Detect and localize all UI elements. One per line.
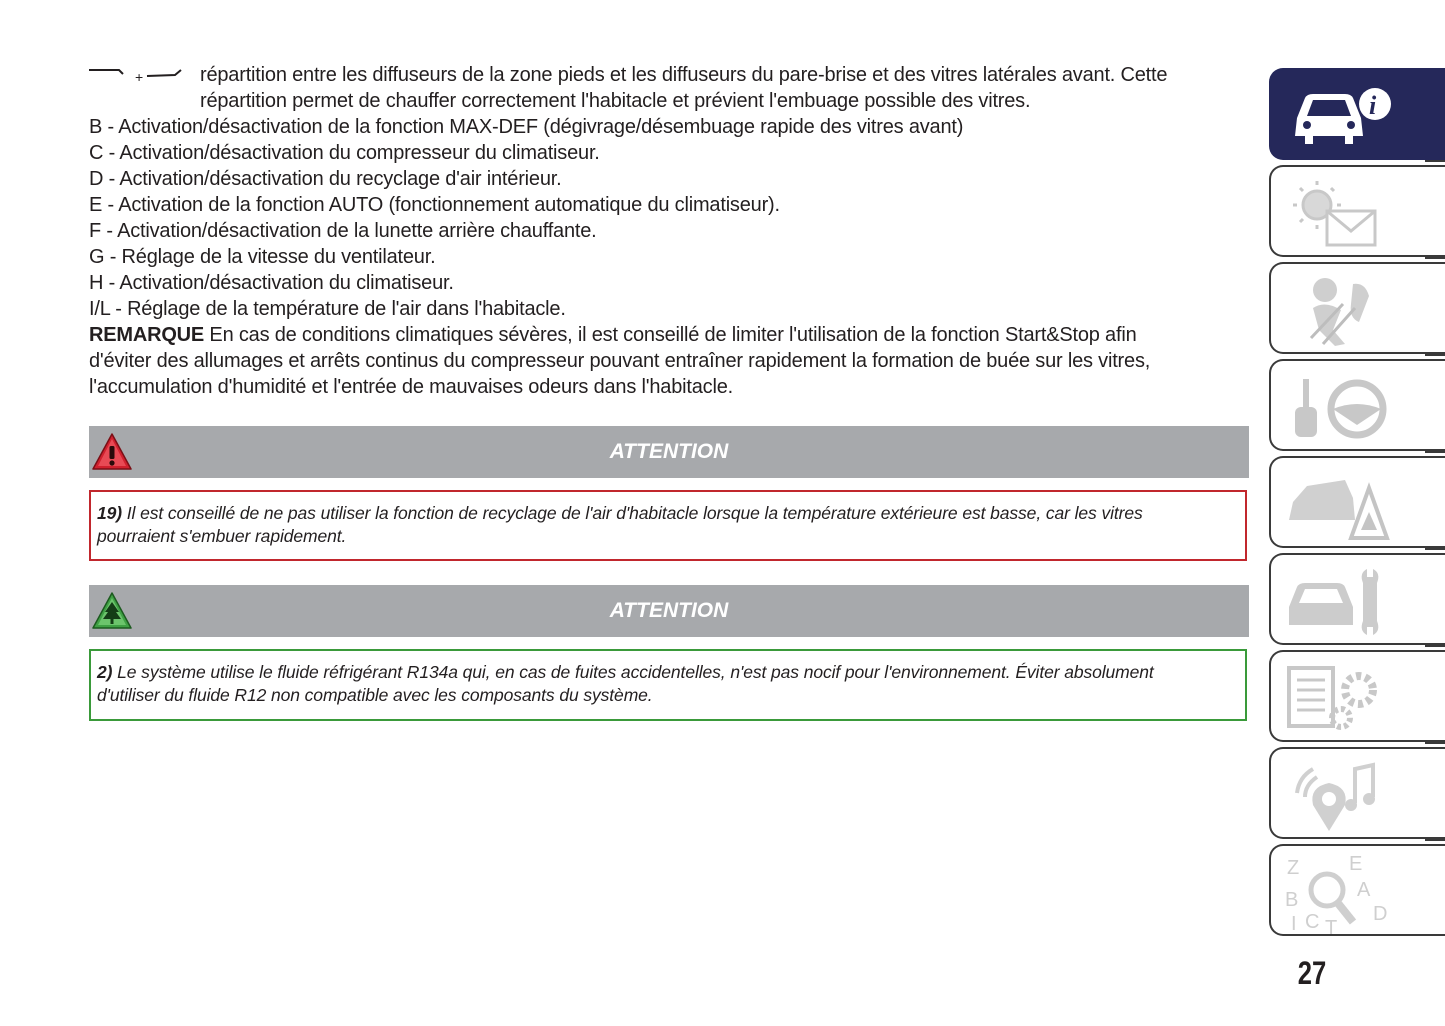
- attention-title: ATTENTION: [609, 599, 729, 622]
- svg-text:D: D: [1373, 903, 1388, 925]
- list-item-h: H - Activation/désactivation du climatiseur.: [89, 272, 454, 294]
- tab-specifications[interactable]: [1269, 650, 1445, 742]
- attention-title: ATTENTION: [609, 440, 729, 463]
- intro-line-2: répartition permet de chauffer correctement l'habitacle et prévient l'embuage possible des vitres.: [200, 90, 1031, 112]
- car-info-icon: [1283, 74, 1403, 158]
- warning-text-line-2: d'utiliser du fluide R12 non compatible avec les composants du système.: [97, 685, 653, 705]
- warning-text-line-2: pourraient s'embuer rapidement.: [97, 526, 347, 546]
- list-item-d: D - Activation/désactivation du recyclage d'air intérieur.: [89, 168, 562, 190]
- attention-header-environment: [89, 585, 1249, 637]
- warning-light-message-icon: [1283, 171, 1403, 255]
- tab-index[interactable]: [1269, 844, 1445, 936]
- remark-label: REMARQUE: [89, 324, 205, 346]
- svg-text:I: I: [1291, 913, 1297, 934]
- remark-line-1: En cas de conditions climatiques sévères, il est conseillé de limiter l'utilisation de la fonction Start&Stop afin: [204, 324, 1137, 346]
- warning-number: 19): [97, 503, 122, 523]
- specifications-gears-icon: [1283, 656, 1403, 740]
- alphabetical-index-search-icon: [1283, 850, 1403, 934]
- tab-starting-driving[interactable]: [1269, 359, 1445, 451]
- tab-multimedia[interactable]: [1269, 747, 1445, 839]
- list-item-b: B - Activation/désactivation de la fonction MAX-DEF (dégivrage/désembuage rapide des vitres avant): [89, 116, 964, 138]
- remark-line-2: d'éviter des allumages et arrêts continus du compresseur pouvant entraîner rapidement la formation de buée sur les vitres,: [89, 350, 1151, 372]
- svg-text:B: B: [1285, 889, 1299, 911]
- key-steering-wheel-icon: [1283, 365, 1403, 449]
- page-number: 27: [1297, 955, 1327, 991]
- intro-line-1: répartition entre les diffuseurs de la zone pieds et les diffuseurs du pare-brise et des vitres latérales avant. Cette: [200, 64, 1168, 86]
- list-item-il: I/L - Réglage de la température de l'air dans l'habitacle.: [89, 298, 566, 320]
- air-distribution-symbol-icon: [89, 64, 185, 86]
- remark-paragraph: [89, 322, 1249, 400]
- tab-warning-lights[interactable]: [1269, 165, 1445, 257]
- tab-safety[interactable]: [1269, 262, 1445, 354]
- car-maintenance-wrench-icon: [1283, 559, 1403, 643]
- tab-emergency[interactable]: [1269, 456, 1445, 548]
- main-content: [89, 62, 1249, 400]
- warning-text-line-1: Il est conseillé de ne pas utiliser la fonction de recyclage de l'air d'habitacle lorsque la température extérieure est basse, car les vitres: [122, 503, 1143, 523]
- intro-paragraph: [89, 62, 1249, 114]
- warning-number: 2): [97, 662, 113, 682]
- airbag-seat-icon: [1283, 268, 1403, 352]
- list-item-c: C - Activation/désactivation du compresseur du climatiseur.: [89, 142, 600, 164]
- svg-text:i: i: [1369, 91, 1377, 120]
- remark-line-3: l'accumulation d'humidité et l'entrée de mauvaises odeurs dans l'habitacle.: [89, 376, 733, 398]
- svg-text:A: A: [1357, 879, 1371, 901]
- tab-maintenance[interactable]: [1269, 553, 1445, 645]
- attention-header-danger: [89, 426, 1249, 478]
- list-item-e: E - Activation de la fonction AUTO (fonctionnement automatique du climatiseur).: [89, 194, 780, 216]
- svg-text:+: +: [135, 69, 143, 85]
- svg-text:Z: Z: [1287, 857, 1300, 879]
- svg-text:T: T: [1325, 917, 1338, 934]
- car-accident-warning-icon: [1283, 462, 1403, 546]
- list-item-g: G - Réglage de la vitesse du ventilateur.: [89, 246, 436, 268]
- warning-box-danger: [89, 490, 1247, 561]
- svg-text:C: C: [1305, 911, 1320, 933]
- warning-box-environment: [89, 649, 1247, 721]
- tab-car-info[interactable]: [1269, 68, 1445, 160]
- warning-text-line-1: Le système utilise le fluide réfrigérant R134a qui, en cas de fuites accidentelles, n'est pas nocif pour l'environnement. Éviter absolument: [112, 662, 1154, 682]
- multimedia-navigation-icon: [1283, 753, 1403, 837]
- list-item-f: F - Activation/désactivation de la lunette arrière chauffante.: [89, 220, 597, 242]
- svg-text:E: E: [1349, 853, 1363, 875]
